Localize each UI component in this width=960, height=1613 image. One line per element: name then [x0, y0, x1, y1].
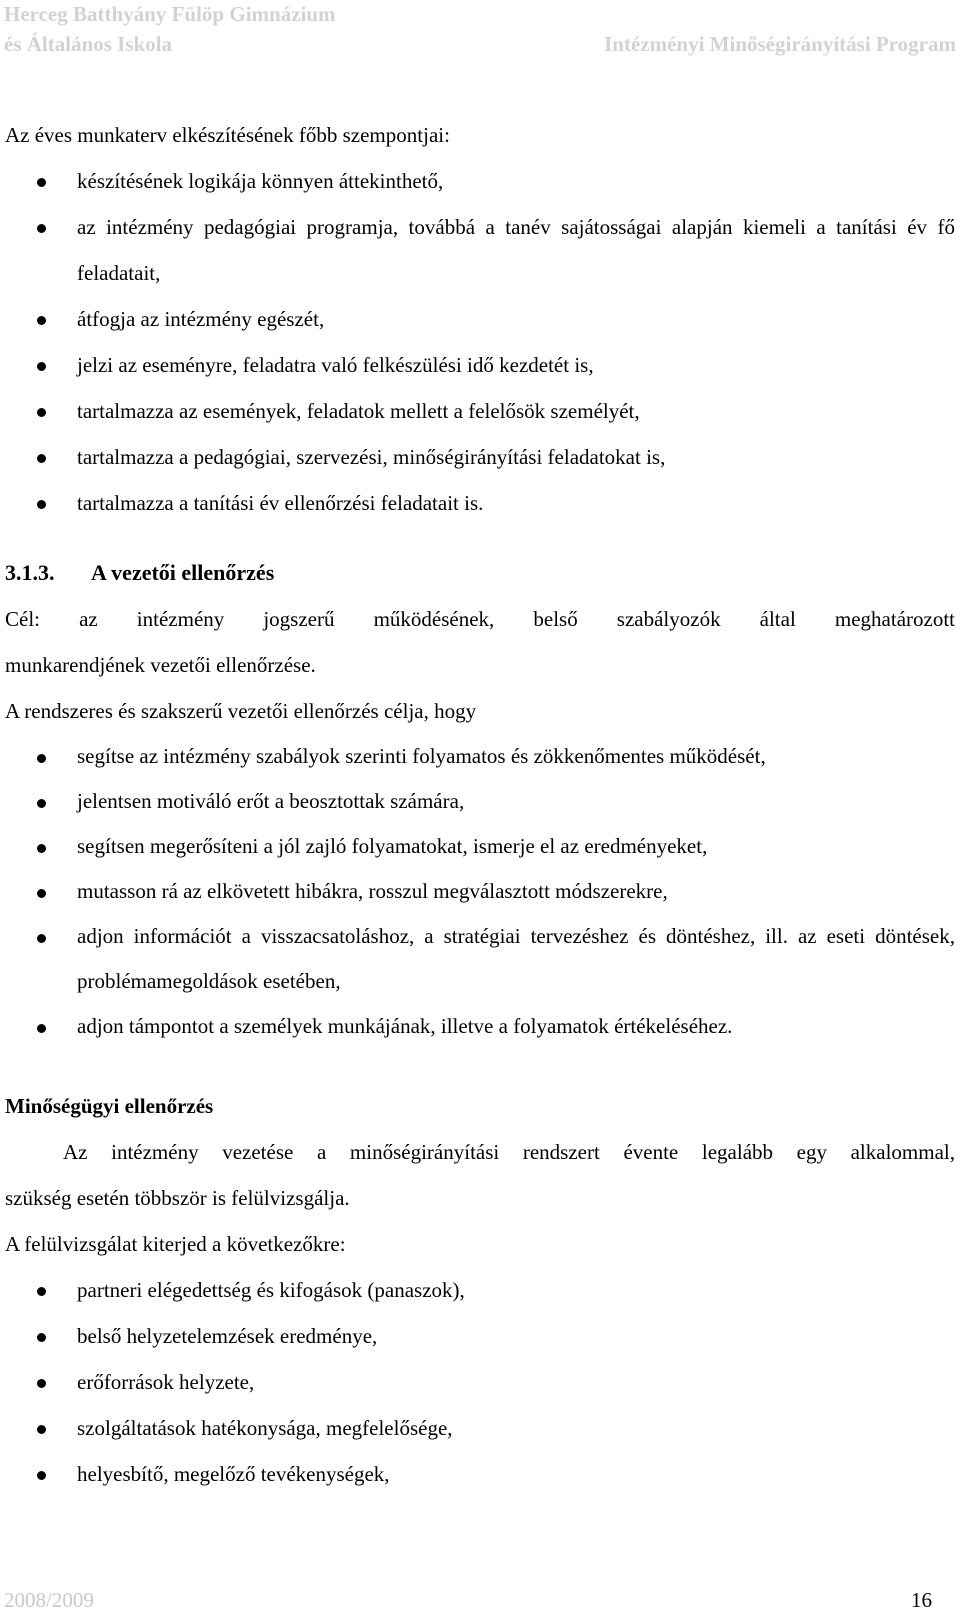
review-intro: A felülvizsgálat kiterjed a következőkre:: [5, 1232, 346, 1256]
bullet-icon: [37, 754, 46, 763]
list-item: tartalmazza a pedagógiai, szervezési, minőségirányítási feladatokat is,: [5, 434, 955, 480]
section-title: A vezetői ellenőrzés: [91, 560, 275, 585]
bullet-icon: [37, 224, 46, 233]
quality-line-2: szükség esetén többször is felülvizsgálja.: [5, 1186, 350, 1210]
page-footer: [0, 1588, 960, 1613]
list-item: készítésének logikája könnyen áttekinthető,: [5, 158, 955, 204]
bullet-icon: [37, 844, 46, 853]
workplan-criteria-list: [5, 158, 955, 526]
bullet-icon: [37, 1287, 46, 1296]
list-item: az intézmény pedagógiai programja, továbbá a tanév sajátosságai alapján kiemeli a tanítási év fő feladatait,: [5, 204, 955, 296]
document-body: [5, 112, 955, 1497]
list-item: helyesbítő, megelőző tevékenységek,: [5, 1451, 955, 1497]
section-number: 3.1.3.: [5, 560, 55, 585]
list-item: segítse az intézmény szabályok szerinti folyamatos és zökkenőmentes működését,: [5, 734, 955, 779]
bullet-icon: [37, 889, 46, 898]
header-program-title: Intézményi Minőségirányítási Program: [604, 32, 956, 56]
bullet-icon: [37, 1425, 46, 1434]
list-item: jelentsen motiváló erőt a beosztottak számára,: [5, 779, 955, 824]
list-item: erőforrások helyzete,: [5, 1359, 955, 1405]
goal-line-2: munkarendjének vezetői ellenőrzése.: [5, 653, 316, 677]
list-item: szolgáltatások hatékonysága, megfelelősége,: [5, 1405, 955, 1451]
bullet-icon: [37, 1333, 46, 1342]
footer-school-year: 2008/2009: [4, 1588, 94, 1612]
quality-line-1: Az intézmény vezetése a minőségirányítási rendszert évente legalább egy alkalommal,: [63, 1140, 955, 1164]
header-school-name: Herceg Batthyány Fülöp Gimnázium: [4, 2, 336, 26]
list-item: adjon támpontot a személyek munkájának, illetve a folyamatok értékeléséhez.: [5, 1004, 955, 1049]
list-item: jelzi az eseményre, feladatra való felkészülési idő kezdetét is,: [5, 342, 955, 388]
list-item: adjon információt a visszacsatoláshoz, a stratégiai tervezéshez és döntéshez, ill. az eseti döntések, problémamegoldások esetében,: [5, 914, 955, 1004]
bullet-icon: [37, 799, 46, 808]
page-header: [0, 0, 960, 70]
section-heading: [5, 550, 955, 596]
list-item: mutasson rá az elkövetett hibákra, rosszul megválasztott módszerekre,: [5, 869, 955, 914]
bullet-icon: [37, 178, 46, 187]
list-item: tartalmazza a tanítási év ellenőrzési feladatait is.: [5, 480, 955, 526]
list-item: partneri elégedettség és kifogások (panaszok),: [5, 1267, 955, 1313]
quality-heading: Minőségügyi ellenőrzés: [5, 1094, 214, 1118]
bullet-icon: [37, 934, 46, 943]
control-purpose-list: [5, 734, 955, 1049]
bullet-icon: [37, 1471, 46, 1480]
bullet-icon: [37, 408, 46, 417]
bullet-icon: [37, 362, 46, 371]
list-item: tartalmazza az események, feladatok mellett a felelősök személyét,: [5, 388, 955, 434]
goal-line-1: Cél: az intézmény jogszerű működésének, belső szabályozók által meghatározott: [5, 607, 955, 631]
list-item: segítsen megerősíteni a jól zajló folyamatokat, ismerje el az eredményeket,: [5, 824, 955, 869]
purpose-paragraph: A rendszeres és szakszerű vezetői ellenőrzés célja, hogy: [5, 699, 477, 723]
list-item: belső helyzetelemzések eredménye,: [5, 1313, 955, 1359]
bullet-icon: [37, 316, 46, 325]
bullet-icon: [37, 454, 46, 463]
intro-paragraph: Az éves munkaterv elkészítésének főbb szempontjai:: [5, 123, 450, 147]
review-scope-list: [5, 1267, 955, 1497]
list-item: átfogja az intézmény egészét,: [5, 296, 955, 342]
bullet-icon: [37, 1379, 46, 1388]
bullet-icon: [37, 1024, 46, 1033]
header-school-type: és Általános Iskola: [4, 32, 173, 56]
bullet-icon: [37, 500, 46, 509]
page-number: 16: [911, 1588, 932, 1612]
